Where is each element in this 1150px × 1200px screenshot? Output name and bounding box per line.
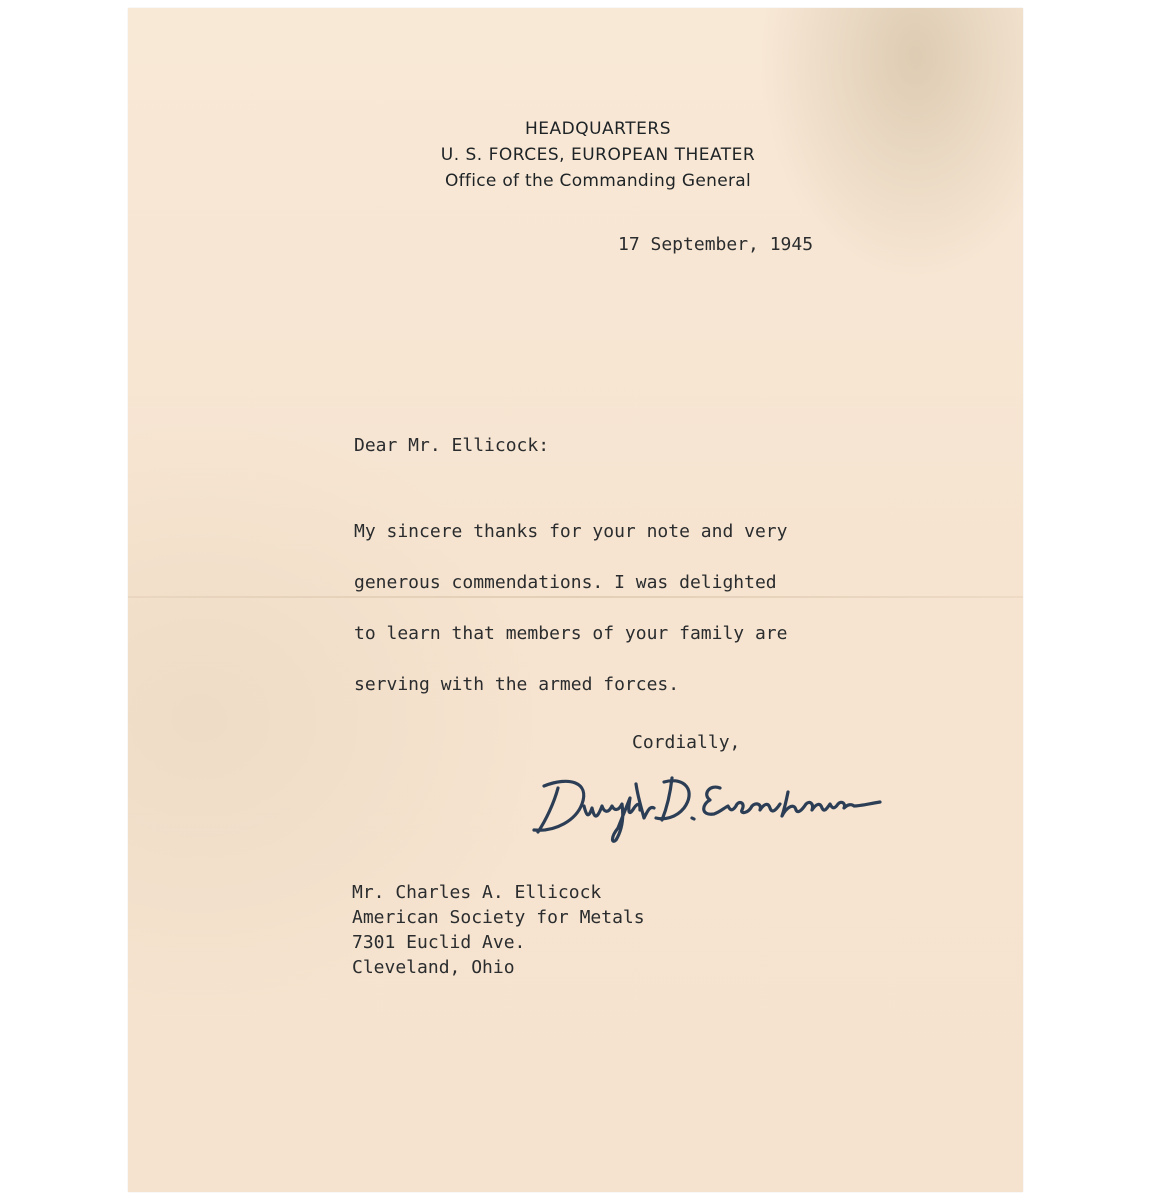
body-line: serving with the armed forces.: [354, 674, 680, 695]
letterhead-forces: U. S. FORCES, EUROPEAN THEATER: [440, 145, 756, 165]
letter-date: 17 September, 1945: [618, 234, 814, 255]
recipient-address: [352, 880, 645, 980]
letterhead-office: Office of the Commanding General: [444, 171, 752, 191]
body-line: generous commendations. I was delighted: [354, 572, 777, 593]
recipient-organization: American Society for Metals: [352, 907, 645, 928]
letter-body: [354, 506, 787, 710]
body-line: My sincere thanks for your note and very: [354, 521, 788, 542]
handwritten-signature: [524, 748, 944, 848]
recipient-city: Cleveland, Ohio: [352, 957, 515, 978]
letter-sheet: [128, 8, 1023, 1192]
closing: Cordially,: [632, 732, 741, 753]
recipient-name: Mr. Charles A. Ellicock: [352, 882, 602, 903]
body-line: to learn that members of your family are: [354, 623, 788, 644]
letterhead-headquarters: HEADQUARTERS: [524, 119, 671, 139]
letterhead: [358, 116, 838, 194]
recipient-street: 7301 Euclid Ave.: [352, 932, 526, 953]
salutation: Dear Mr. Ellicock:: [354, 435, 550, 456]
